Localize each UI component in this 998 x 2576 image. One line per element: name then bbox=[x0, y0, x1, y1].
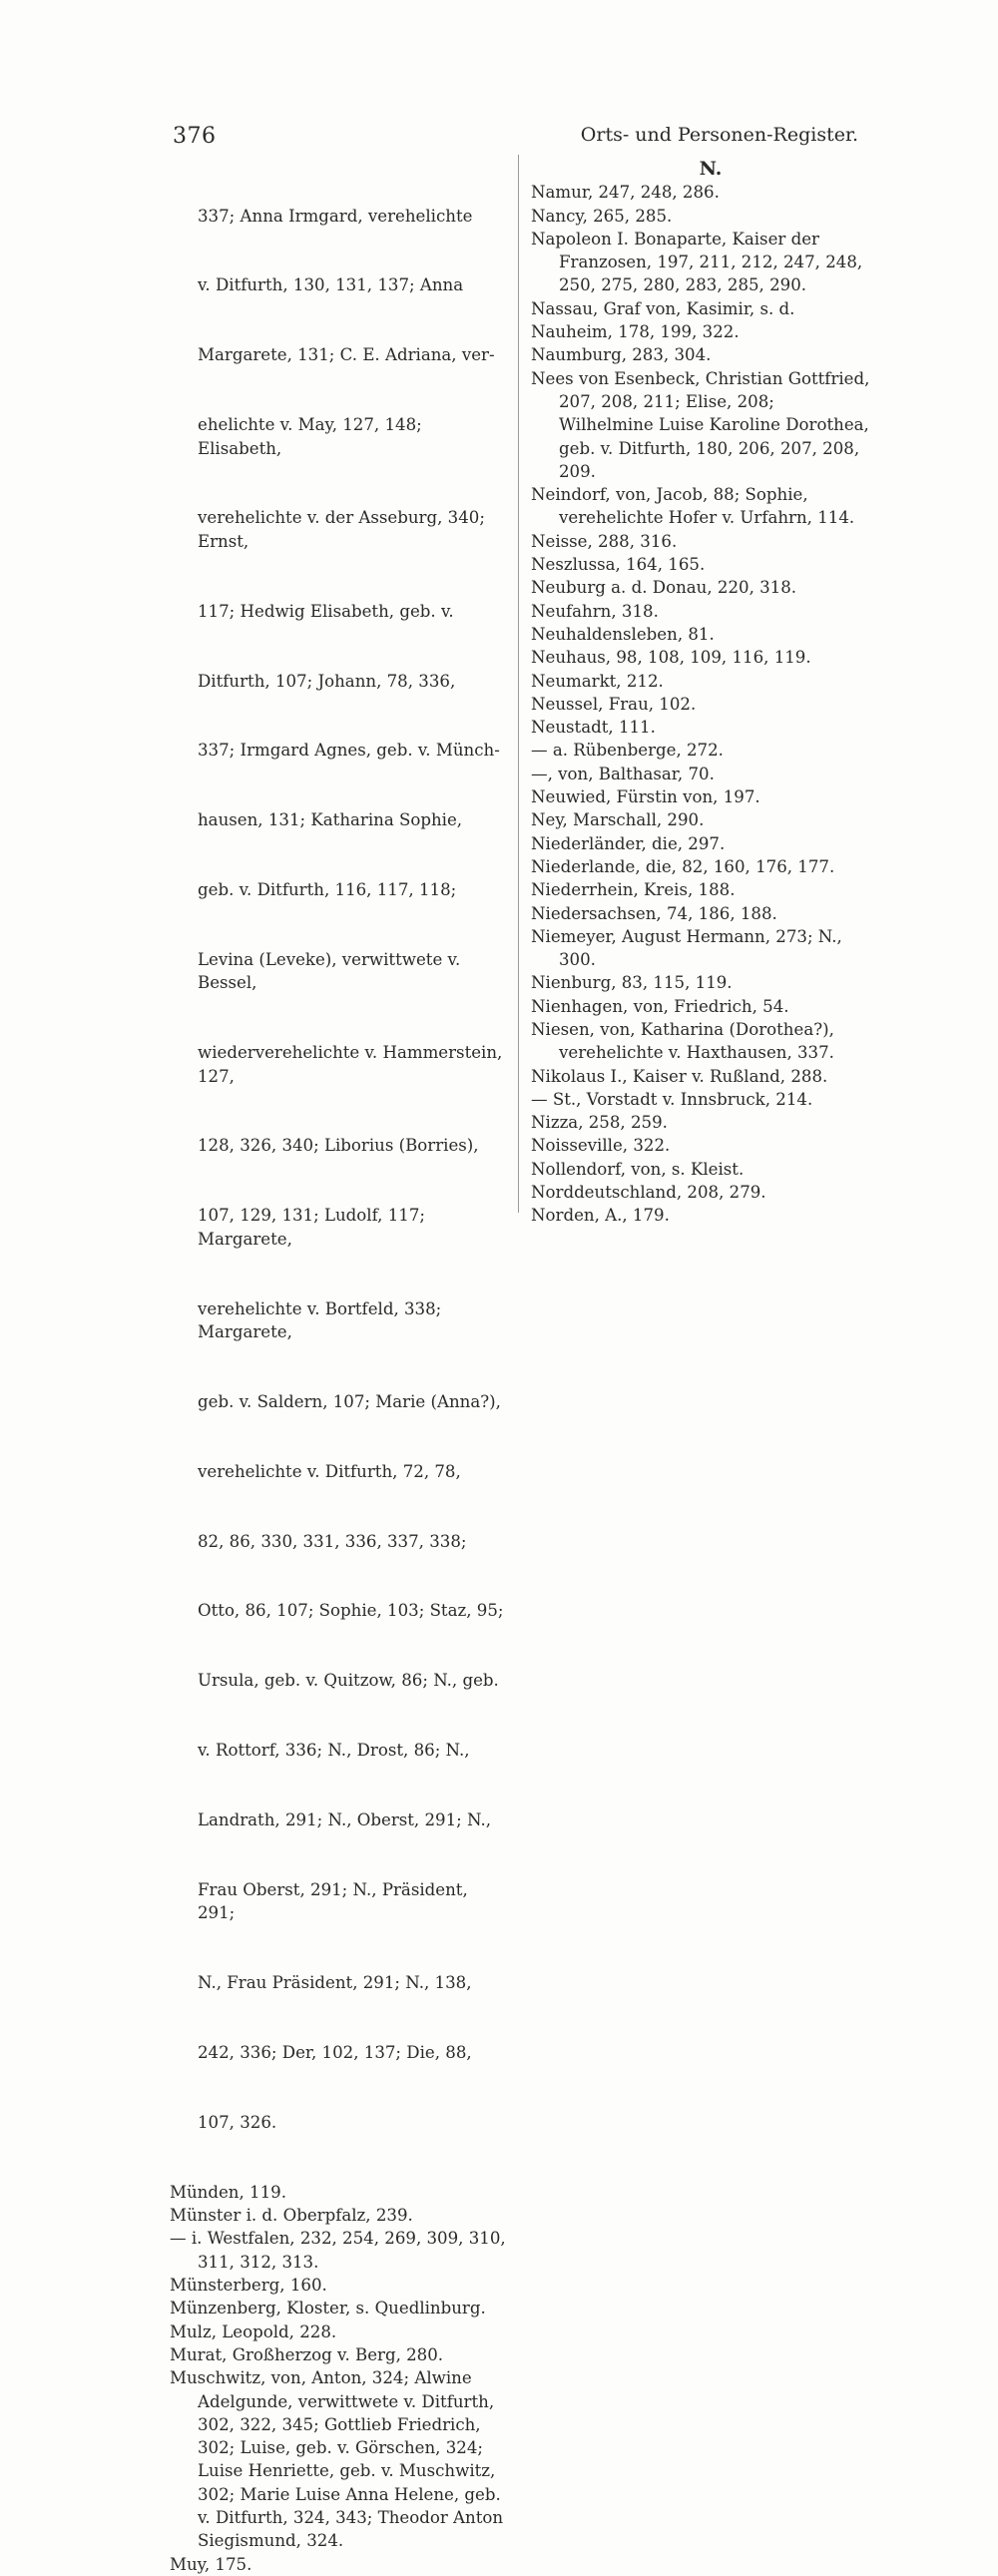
index-entry: Namur, 247, 248, 286. bbox=[531, 183, 720, 203]
left-column bbox=[170, 158, 509, 2576]
index-entry: — i. Westfalen, 232, 254, 269, 309, 310, 311, 312, 313. bbox=[170, 2229, 511, 2272]
continuation-line: geb. v. Saldern, 107; Marie (Anna?), bbox=[198, 1391, 501, 1411]
continuation-line: 337; Irmgard Agnes, geb. v. Münch- bbox=[198, 741, 500, 761]
index-entry: Nizza, 258, 259. bbox=[531, 1113, 668, 1133]
index-entry: Nassau, Graf von, Kasimir, s. d. bbox=[531, 298, 795, 318]
index-entry: Nollendorf, von, s. Kleist. bbox=[531, 1159, 745, 1179]
column-divider bbox=[518, 155, 519, 1213]
continuation-line: 242, 336; Der, 102, 137; Die, 88, bbox=[198, 2043, 472, 2063]
index-entry: Norddeutschland, 208, 279. bbox=[531, 1183, 766, 1203]
index-entry: Neustadt, 111. bbox=[531, 718, 656, 738]
continuation-line: Otto, 86, 107; Sophie, 103; Staz, 95; bbox=[198, 1601, 504, 1621]
index-entry: Niedersachsen, 74, 186, 188. bbox=[531, 903, 777, 923]
continuation-line: 82, 86, 330, 331, 336, 337, 338; bbox=[198, 1531, 467, 1551]
continuation-line: geb. v. Ditfurth, 116, 117, 118; bbox=[198, 880, 457, 900]
continuation-line: verehelichte v. der Asseburg, 340; Ernst, bbox=[198, 508, 491, 551]
index-entry: —, von, Balthasar, 70. bbox=[531, 764, 715, 783]
right-column bbox=[531, 158, 875, 1228]
index-entry: Neufahrn, 318. bbox=[531, 601, 659, 621]
continuation-line: hausen, 131; Katharina Sophie, bbox=[198, 810, 463, 830]
index-entry: Muy, 175. bbox=[170, 2554, 252, 2574]
index-entry: Neszlussa, 164, 165. bbox=[531, 555, 706, 575]
index-entry: Neuwied, Fürstin von, 197. bbox=[531, 787, 760, 807]
index-entry: Muschwitz, von, Anton, 324; Alwine Adelgunde, verwittwete v. Ditfurth, 302, 322, 345; Gottlieb Friedrich, 302; Luise, geb. v. Görschen, 324; Luise Henriette, geb. v. Muschwitz, 302; Marie Luise Anna Helene, geb. v. Ditfurth, 324, 343; Theodor Anton Siegismund, 324. bbox=[170, 2368, 509, 2551]
continuation-line: Levina (Leveke), verwittwete v. Bessel, bbox=[198, 950, 466, 993]
continuation-line: Landrath, 291; N., Oberst, 291; N., bbox=[198, 1810, 492, 1830]
continuation-line: Ursula, geb. v. Quitzow, 86; N., geb. bbox=[198, 1671, 499, 1691]
index-entry: — St., Vorstadt v. Innsbruck, 214. bbox=[531, 1089, 813, 1109]
index-entry: Münster i. d. Oberpfalz, 239. bbox=[170, 2206, 413, 2226]
index-entry: Neindorf, von, Jacob, 88; Sophie, verehelichte Hofer v. Urfahrn, 114. bbox=[531, 485, 855, 528]
running-head: Orts- und Personen-Register. bbox=[580, 124, 858, 146]
index-entry: Mulz, Leopold, 228. bbox=[170, 2321, 337, 2341]
index-entry: Napoleon I. Bonaparte, Kaiser der Franzosen, 197, 211, 212, 247, 248, 250, 275, 280, 283, 285, 290. bbox=[531, 229, 868, 295]
index-entry: Nienburg, 83, 115, 119. bbox=[531, 973, 733, 993]
index-entry: Nees von Esenbeck, Christian Gottfried, 207, 208, 211; Elise, 208; Wilhelmine Luise Karoline Dorothea, geb. v. Ditfurth, 180, 206, 207, 208, 209. bbox=[531, 368, 875, 481]
continuation-line: N., Frau Präsident, 291; N., 138, bbox=[198, 1973, 472, 1993]
index-entry: Nancy, 265, 285. bbox=[531, 206, 673, 226]
index-entry: Nauheim, 178, 199, 322. bbox=[531, 322, 740, 342]
index-entry: — a. Rübenberge, 272. bbox=[531, 741, 724, 761]
continuation-line: Frau Oberst, 291; N., Präsident, 291; bbox=[198, 1879, 473, 1923]
page-number: 376 bbox=[173, 124, 217, 149]
continuation-line: v. Ditfurth, 130, 131, 137; Anna bbox=[198, 275, 464, 295]
letter-heading: N. bbox=[699, 158, 723, 180]
continuation-line: Ditfurth, 107; Johann, 78, 336, bbox=[198, 671, 456, 691]
index-entry: Neuburg a. d. Donau, 220, 318. bbox=[531, 578, 797, 598]
index-entry: Naumburg, 283, 304. bbox=[531, 345, 712, 365]
continuation-line: v. Rottorf, 336; N., Drost, 86; N., bbox=[198, 1741, 470, 1761]
index-entry: Niemeyer, August Hermann, 273; N., 300. bbox=[531, 926, 848, 970]
index-entry: Nienhagen, von, Friedrich, 54. bbox=[531, 996, 789, 1016]
index-entry: Neuhaldensleben, 81. bbox=[531, 624, 715, 644]
continuation-line: 117; Hedwig Elisabeth, geb. v. bbox=[198, 601, 454, 621]
index-entry: Münden, 119. bbox=[170, 2182, 286, 2202]
index-entry: Neussel, Frau, 102. bbox=[531, 694, 697, 714]
index-entry: Niesen, von, Katharina (Dorothea?), verehelichte v. Haxthausen, 337. bbox=[531, 1019, 840, 1063]
continuation-line: 128, 326, 340; Liborius (Borries), bbox=[198, 1136, 479, 1156]
index-entry: Niederländer, die, 297. bbox=[531, 833, 726, 853]
continuation-line: verehelichte v. Ditfurth, 72, 78, bbox=[198, 1461, 461, 1481]
index-entry: Münsterberg, 160. bbox=[170, 2276, 327, 2296]
index-entry: Neumarkt, 212. bbox=[531, 671, 664, 691]
continuation-line: 107, 326. bbox=[198, 2112, 277, 2132]
index-entry: Ney, Marschall, 290. bbox=[531, 810, 705, 830]
index-entry: Neisse, 288, 316. bbox=[531, 531, 678, 551]
continuation-line: Margarete, 131; C. E. Adriana, ver- bbox=[198, 345, 495, 365]
index-entry: Niederlande, die, 82, 160, 176, 177. bbox=[531, 856, 835, 876]
index-entry: Norden, A., 179. bbox=[531, 1206, 670, 1226]
index-entry: Niederrhein, Kreis, 188. bbox=[531, 880, 736, 900]
index-entry: Murat, Großherzog v. Berg, 280. bbox=[170, 2344, 444, 2364]
index-entry: Nikolaus I., Kaiser v. Rußland, 288. bbox=[531, 1066, 828, 1086]
continuation-line: verehelichte v. Bortfeld, 338; Margarete, bbox=[198, 1298, 447, 1341]
continuation-line: 337; Anna Irmgard, verehelichte bbox=[198, 206, 473, 226]
index-entry: Münzenberg, Kloster, s. Quedlinburg. bbox=[170, 2299, 486, 2318]
index-entry: Noisseville, 322. bbox=[531, 1136, 671, 1156]
continuation-line: wiederverehelichte v. Hammerstein, 127, bbox=[198, 1043, 508, 1086]
continuation-line: 107, 129, 131; Ludolf, 117; Margarete, bbox=[198, 1206, 431, 1249]
index-entry: Neuhaus, 98, 108, 109, 116, 119. bbox=[531, 648, 811, 668]
continuation-line: ehelichte v. May, 127, 148; Elisabeth, bbox=[198, 415, 428, 458]
continuation-entry bbox=[170, 158, 509, 2181]
